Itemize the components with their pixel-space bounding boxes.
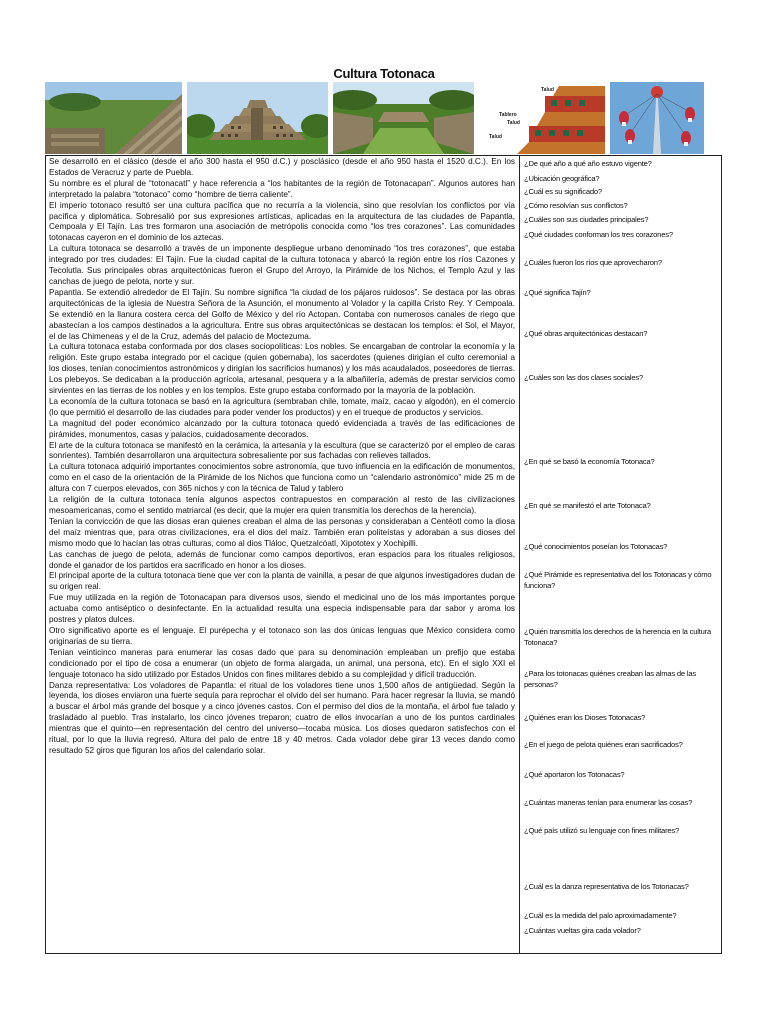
paragraph: La cultura totonaca adquirió importantes conocimientos sobre astronomía, que tuvo influencia en la edificación de monumentos, como en el caso de la orientación de la Pirámide de los Nichos que funciona como un “calendario astronómico” mide 25 m de altura con 7 cuerpos elevados, con 365 nichos y con la técnica de Talud y tablero [49,462,515,494]
question-item: ¿Cuál es su significado? [524,187,602,196]
paragraph: Su nombre es el plural de “totonacatl” y hace referencia a “los habitantes de la región de Totonacapan”. Algunos autores han interpretado la palabra “totonaco” como “hombre de tierra caliente”. [49,178,515,199]
talud-tablero-diagram [485,82,605,154]
question-item: ¿Cuáles fueron los ríos que aprovecharon? [524,258,662,267]
question-item: ¿Qué ciudades conforman los tres corazones? [524,230,673,239]
paragraph: La cultura totonaca se desarrolló a través de un imponente despliegue urbano denominado “los tres corazones”, que estaba integrado por tres ciudades: El Tajín. Fue la ciudad capital de la cultura totonaca y abarcó la región entre los ríos Cazones y Tecolutla. Sus principales obras arquitectónicas fueron el Grupo del Arroyo, la Pirámide de los Nichos, el Templo Azul y las canchas de juego de pelota, norte y sur. [49,244,515,286]
question-item: ¿Para los totonacas quiénes creaban las almas de las personas? [524,669,696,689]
question-item: ¿En qué se manifestó el arte Totonaca? [524,501,651,510]
column-divider [519,156,520,953]
paragraph: Danza representativa: Los voladores de Papantla: el ritual de los voladores tiene unos 1,500 años de antigüedad. Según la leyenda, los dioses enviaron una fuerte sequía para reprochar el olvido del ser humano. Para hacer regresar la lluvia, se mandó a buscar el árbol más grande del bosque y a cinco jóvenes castos. Con el permiso del dios de la montaña, el árbol fue talado y trasladado al pueblo. Tras instalarlo, los cinco jóvenes treparon; cuatro de ellos invocarían a uno de los puntos cardinales mientras que el quinto—en representación del centro del universo—tocaba música. Los dioses quedaron satisfechos con el ritual, por lo que la lluvia regresó. Altura del palo de entre 18 y 40 metros. Cada volador debe girar 13 veces dando como resultado 52 giros que figuran los años del calendario solar. [49,680,515,755]
paragraph: La economía de la cultura totonaca se basó en la agricultura (sembraban chile, tomate, maíz, cacao y algodón), en el comercio (lo que permitió el desarrollo de las ciudades para poder vender los productos) y en el trueque de productos y servicios. [49,396,515,417]
question-item: ¿Ubicación geográfica? [524,174,600,183]
paragraph: El principal aporte de la cultura totonaca tiene que ver con la planta de vainilla, a pesar de que algunos investigadores dudan de su origen real. [49,571,515,592]
question-item: ¿Cuáles son las dos clases sociales? [524,373,644,382]
question-item: ¿Qué país utilizó su lenguaje con fines militares? [524,826,680,835]
question-item: ¿En qué se basó la economía Totonaca? [524,457,655,466]
paragraph: El imperio totonaco resultó ser una cultura pacífica que no recurría a la violencia, sino que resolvían los conflictos por vía pacífica y diplomática. Sobresalió por sus expresiones artísticas, aplicadas en la arquitectura de las ciudades de Papantla, Cempoala y El Tajín. Las tres formaron una asociación de metrópolis conocida como “los tres corazones”. Las comunidades totonacas cayeron en el dominio de los aztecas. [49,200,515,243]
question-item: ¿Qué Pirámide es representativa del los Totonacas y cómo funciona? [524,570,712,590]
question-item: ¿Cuáles son sus ciudades principales? [524,215,649,224]
paragraph: La cultura totonaca estaba conformada por dos clases sociopolíticas: Los nobles. Se encargaban de controlar la economía y la religión. Este grupo estaba integrado por el cacique (quien gobernaba), los sacerdotes (quienes dirigían el culto ceremonial a los dioses, tenían conocimientos astronómicos y dirigían los sacrificios humanos) y los más acaudalados, poseedores de tierras. Los plebeyos. Se dedicaban a la producción agrícola, artesanal, pesquera y a la albañilería, además de prestar servicios como sirvientes en las tierras de los nobles y en los templos. Este grupo estaba conformado por la mayoría de la población. [49,342,516,396]
paragraph: Fue muy utilizada en la región de Totonacapan para diversos usos, siendo el medicinal uno de los más importantes porque actuaba como antiséptico o desinfectante. En la actualidad resulta una especia indispensable para dar sabor y aroma los postres y platos dulces. [49,593,515,625]
question-item: ¿Qué obras arquitectónicas destacan? [524,329,648,338]
question-item: ¿En el juego de pelota quiénes eran sacrificados? [524,740,683,749]
paragraph: Las canchas de juego de pelota, además de funcionar como campos deportivos, eran espacios para los rituales religiosos, donde el ganador de los partidos era sacrificado en honor a los dioses. [49,549,515,570]
question-item: ¿Cuál es la medida del palo aproximadamente? [524,911,677,920]
text-column [49,157,515,757]
paragraph: La religión de la cultura totonaca tenía algunos aspectos contrapuestos en comparación al resto de las civilizaciones mesoamericanas, como el sentido matriarcal (es decir, que la mujer era quien transmitía los derechos de la herencia). [49,495,515,515]
paragraph: Tenían la convicción de que las diosas eran quienes creaban el alma de las personas y consideraban a Centéotl como la diosa del maíz mientras que, para otras civilizaciones, era el dios del maíz. También eran politeístas y adoraban a sus dioses del mismo modo que lo hacían las otras culturas, como al dios Tláloc, Quetzalcóatl, Xipototex y Xochipilli. [49,516,515,548]
ruins-stairs-photo [45,82,182,154]
paragraph: Se desarrolló en el clásico (desde el año 300 hasta el 950 d.C.) y posclásico (desde el año 950 hasta el 1520 d.C.). En los Estados de Veracruz y parte de Puebla. [49,157,515,177]
paragraph: La magnitud del poder económico alcanzado por la cultura totonaca quedó evidenciada a través de las edificaciones de pirámides, monumentos, casas y palacios, cuidadosamente decorados. [49,418,515,439]
question-item: ¿Cuál es la danza representativa de los Totonacas? [524,882,689,891]
diagram-label-tablero: Tablero [499,112,517,118]
paragraph: El arte de la cultura totonaca se manifestó en la cerámica, la artesanía y la escultura (que se caracterizó por el empleo de caras sonrientes). También desarrollaron una arquitectura sobresaliente por sus fachadas con relieves tallados. [49,440,515,461]
question-item: ¿De qué año a qué año estuvo vigente? [524,159,652,168]
pyramid-of-niches-photo [187,82,328,154]
diagram-label-talud-top: Talud [541,87,554,93]
question-item: ¿Qué conocimientos poseían los Totonacas? [524,542,668,551]
diagram-label-talud-mid: Talud [507,120,520,126]
question-item: ¿Qué significa Tajín? [524,288,591,297]
diagram-label-talud-bottom: Talud [489,134,502,140]
paragraph: Tenían veinticinco maneras para enumerar las cosas dado que para su denominación empleaban un prefijo que estaba condicionado por el tipo de cosa a enumerar (un objeto de forma alargada, un animal, una persona, etc). En el siglo XXI el lenguaje totonaco ha sido utilizado por Estados Unidos con fines militares debido a su complejidad y difícil traducción. [49,647,515,679]
paragraph: Otro significativo aporte es el lenguaje. El purépecha y el totonaco son las dos únicas lenguas que México considera como originarias de su tierra. [49,625,515,646]
question-item: ¿Quiénes eran los Dioses Totonacas? [524,713,646,722]
page-title: Cultura Totonaca [333,66,435,81]
question-item: ¿Cómo resolvían sus conflictos? [524,201,628,210]
voladores-photo [610,82,704,154]
question-item: ¿Quién transmitía los derechos de la herencia en la cultura Totonaca? [524,627,712,647]
el-tajin-plaza-photo [333,82,474,154]
content-table [45,155,722,954]
paragraph: Papantla. Se extendió alrededor de El Tajín. Su nombre significa “la ciudad de los pájaros ruidosos”. Se destaca por las obras arquitectónicas de la iglesia de Nuestra Señora de la Asunción, el monumento al Volador y la capilla Cristo Rey. Y Cempoala. Se extendió en la llanura costera cerca del Golfo de México y del río Actopan. Contaba con numerosos canales de riego que abastecían a los campos destinados a la agricultura. Entre sus obras arquitectónicas se destacan los templos: el Sol, el Mayor, el de las Chimeneas y el de la Cruz, además del palacio de Moctezuma. [49,287,515,341]
question-item: ¿Cuántas vueltas gira cada volador? [524,926,641,935]
question-item: ¿Cuántas maneras tenían para enumerar las cosas? [524,798,693,807]
question-item: ¿Qué aportaron los Totonacas? [524,770,625,779]
